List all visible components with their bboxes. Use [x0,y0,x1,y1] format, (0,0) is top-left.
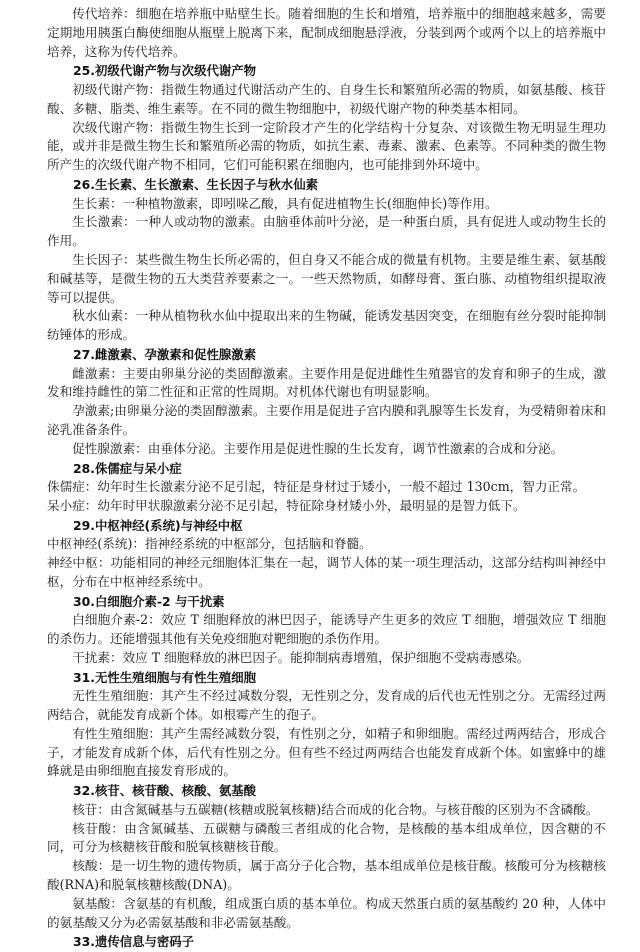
section-heading: 30.白细胞介素-2 与干扰素 [73,593,225,609]
body-paragraph: 中枢神经(系统)：指神经系统的中枢部分，包括脑和脊髓。 [47,536,372,552]
body-paragraph: 干扰素：效应 T 细胞释放的淋巴因子。能抑制病毒增殖，保护细胞不受病毒感染。 [72,649,530,665]
body-paragraph: 核苷酸：由含氮碱基、五碳糖与磷酸三者组成的化合物，是核酸的基本组成单位，因含糖的不同，可分为核糖核苷酸和脱氧核糖核苷酸。 [47,820,606,855]
body-paragraph: 生长素：一种植物激素，即吲哚乙酸，具有促进植物生长(细胞伸长)等作用。 [72,195,498,211]
section-heading: 33.遗传信息与密码子 [73,934,195,950]
body-paragraph: 神经中枢：功能相同的神经元细胞体汇集在一起，调节人体的某一项生理活动，这部分结构叫神经中枢，分布在中枢神经系统中。 [47,555,606,589]
section-heading: 29.中枢神经(系统)与神经中枢 [73,517,243,533]
section-heading: 28.侏儒症与呆小症 [73,460,182,476]
body-paragraph: 雌激素：主要由卵巢分泌的类固醇激素。主要作用是促进雌性生殖器官的发育和卵子的生成，激发和维持雌性的第二性征和正常的性周期。对机体代谢也有明显影响。 [47,365,606,400]
body-paragraph: 生长激素：一种人或动物的激素。由脑垂体前叶分泌，是一种蛋白质，具有促进人或动物生长的作用。 [47,214,606,249]
body-paragraph: 促性腺激素：由垂体分泌。主要作用是促进性腺的生长发育，调节性激素的合成和分泌。 [72,440,564,456]
body-paragraph: 传代培养：细胞在培养瓶中贴壁生长。随着细胞的生长和增殖，培养瓶中的细胞越来越多，需要定期地用胰蛋白酶使细胞从瓶壁上脱离下来，配制成细胞悬浮液，分装到两个或两个以上的培养瓶中培养，这称为传代培养。 [47,6,606,59]
body-paragraph: 核苷：由含氮碱基与五碳糖(核糖或脱氧核糖)结合而成的化合物。与核苷酸的区别为不含磷酸。 [72,801,599,817]
section-heading: 27.雌激素、孕激素和促性腺激素 [73,346,257,362]
body-paragraph: 秋水仙素：一种从植物秋水仙中提取出来的生物碱，能诱发基因突变，在细胞有丝分裂时能抑制纺锤体的形成。 [47,308,606,343]
section-heading: 31.无性生殖细胞与有性生殖细胞 [73,669,257,685]
body-paragraph: 侏儒症：幼年时生长激素分泌不足引起，特征是身材过于矮小，一般不超过 130cm，智力正常。 [47,479,586,495]
body-paragraph: 核酸：是一切生物的遗传物质，属于高分子化合物，基本组成单位是核苷酸。核酸可分为核糖核酸(RNA)和脱氧核糖核酸(DNA)。 [47,858,606,893]
body-paragraph: 生长因子：某些微生物生长所必需的，但自身又不能合成的微量有机物。主要是维生素、氨基酸和碱基等，是微生物的五大类营养要素之一。一些天然物质，如酵母膏、蛋白胨、动植物组织提取液等可以提供。 [47,251,606,305]
section-heading: 25.初级代谢产物与次级代谢产物 [73,63,257,79]
body-paragraph: 呆小症：幼年时甲状腺激素分泌不足引起，特征除身材矮小外，最明显的是智力低下。 [47,497,526,513]
body-paragraph: 有性生殖细胞：其产生需经减数分裂，有性别之分，如精子和卵细胞。需经过两两结合，形成合子，才能发育成新个体，后代有性别之分。但有些不经过两两结合也能发育成新个体。如蜜蜂中的雄蜂就是由卵细胞直接发育形成的。 [47,725,606,779]
body-paragraph: 氨基酸：含氨基的有机酸，组成蛋白质的基本单位。构成天然蛋白质的氨基酸约 20 种，人体中的氨基酸又分为必需氨基酸和非必需氨基酸。 [47,895,606,930]
body-paragraph: 初级代谢产物：指微生物通过代谢活动产生的、自身生长和繁殖所必需的物质，如氨基酸、核苷酸、多糖、脂类、维生素等。在不同的微生物细胞中，初级代谢产物的种类基本相同。 [47,81,606,116]
body-paragraph: 无性生殖细胞：其产生不经过减数分裂，无性别之分，发育成的后代也无性别之分。无需经过两两结合，就能发育成新个体。如根霉产生的孢子。 [47,688,606,723]
section-heading: 32.核苷、核苷酸、核酸、氨基酸 [73,783,257,799]
body-paragraph: 孕激素;由卵巢分泌的类固醇激素。主要作用是促进子宫内膜和乳腺等生长发育，为受精卵着床和泌乳准备条件。 [47,403,606,437]
section-heading: 26.生长素、生长激素、生长因子与秋水仙素 [73,176,318,192]
body-paragraph: 次级代谢产物：指微生物生长到一定阶段才产生的化学结构十分复杂、对该微生物无明显生理功能，或并非是微生物生长和繁殖所必需的物质，如抗生素、毒素、激素、色素等。不同种类的微生物所产生的次级代谢产物不相同，它们可能积累在细胞内，也可能排到外环境中。 [47,119,606,173]
body-paragraph: 白细胞介素-2：效应 T 细胞释放的淋巴因子，能诱导产生更多的效应 T 细胞，增强效应 T 细胞的杀伤力。还能增强其他有关免疫细胞对靶细胞的杀伤作用。 [47,612,606,647]
